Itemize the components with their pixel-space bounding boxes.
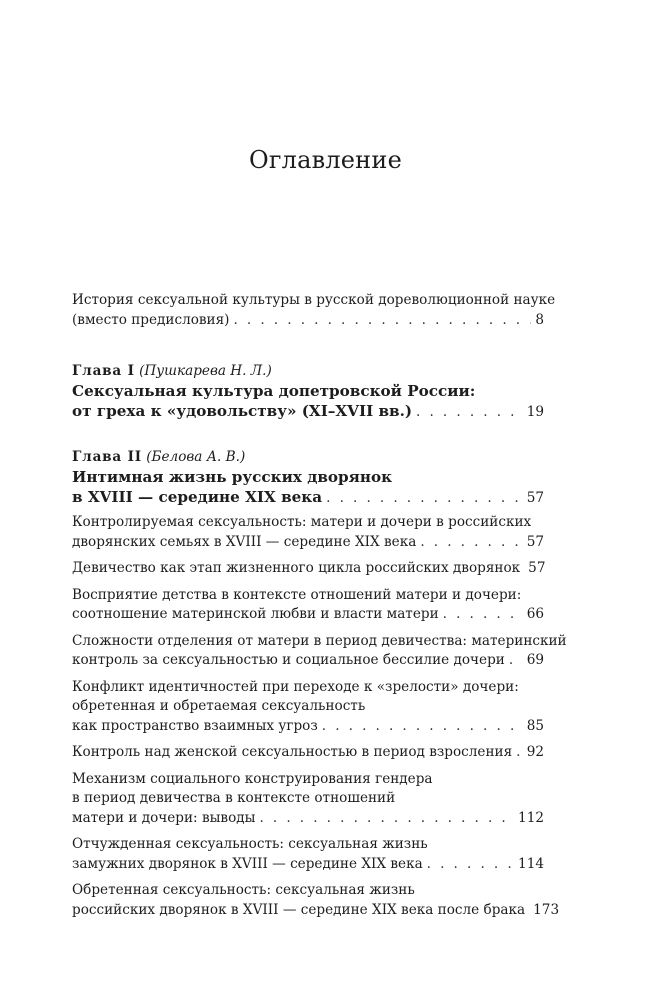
dot-leader	[259, 809, 514, 829]
toc-section[interactable]	[72, 678, 544, 737]
dot-leader	[443, 605, 523, 625]
dot-leader	[427, 855, 514, 875]
entry-line: Контролируемая сексуальность: матери и дочери в российских	[72, 514, 532, 530]
toc-section[interactable]	[72, 835, 544, 874]
page-number: 173	[533, 901, 560, 918]
page-number: 114	[518, 855, 544, 872]
chapter-title-line: Сексуальная культура допетровской России:	[72, 382, 476, 400]
page-number: 19	[526, 404, 544, 420]
page-number: 112	[518, 809, 544, 826]
entry-line: (вместо предисловия)	[72, 311, 230, 328]
entry-line: в период девичества в контексте отношений	[72, 790, 396, 806]
entry-line: Восприятие детства в контексте отношений матери и дочери:	[72, 586, 522, 603]
toc-section[interactable]	[72, 881, 560, 920]
entry-line: дворянских семьях в XVIII — середине XIX века	[72, 533, 417, 550]
entry-line: контроль за сексуальностью и социальное бессилие дочери	[72, 652, 505, 668]
chapter-author: (Белова А. В.)	[146, 449, 246, 465]
page-title: Оглавление	[249, 146, 402, 174]
toc-section[interactable]	[72, 559, 544, 579]
entry-line: Конфликт идентичностей при переходе к «зрелости» дочери:	[72, 678, 519, 695]
page-number: 8	[535, 311, 544, 328]
toc-entry-chapter-1[interactable]	[72, 381, 544, 422]
dot-leader	[233, 311, 531, 331]
entry-line: Сложности отделения от матери в период девичества: материнский	[72, 632, 567, 649]
entry-line: замужних дворянок в XVIII — середине XIX века	[72, 855, 423, 872]
chapter-title-line: Интимная жизнь русских дворянок	[72, 468, 393, 486]
toc-section[interactable]	[72, 586, 544, 625]
toc-entry-chapter-2[interactable]	[72, 467, 544, 508]
table-of-contents	[72, 291, 567, 920]
page-number: 66	[526, 606, 544, 622]
chapter-number: Глава I	[72, 363, 135, 379]
page-number: 57	[526, 533, 544, 550]
toc-section[interactable]	[72, 743, 544, 763]
dot-leader	[516, 743, 523, 763]
chapter-author: (Пушкарева Н. Л.)	[139, 363, 272, 379]
entry-line: обретенная и обретаемая сексуальность	[72, 698, 366, 714]
dot-leader	[322, 717, 523, 737]
chapter-label	[72, 362, 544, 381]
chapter-title-line: в XVIII — середине XIX века	[72, 488, 323, 506]
dot-leader	[509, 651, 523, 671]
page-number: 92	[526, 744, 544, 760]
entry-line: Девичество как этап жизненного цикла российских дворянок	[72, 560, 521, 576]
entry-line: Механизм социального конструирования гендера	[72, 770, 433, 787]
toc-section[interactable]	[72, 632, 567, 671]
entry-line: российских дворянок в XVIII — середине XIX века после брака	[72, 901, 526, 918]
entry-line: матери и дочери: выводы	[72, 809, 256, 826]
page-number: 85	[526, 717, 544, 734]
chapter-label	[72, 448, 544, 467]
toc-section[interactable]	[72, 513, 544, 552]
entry-line: как пространство взаимных угроз	[72, 717, 318, 734]
chapter-title-line: от греха к «удовольству» (XI–XVII вв.)	[72, 402, 413, 420]
toc-entry-intro[interactable]	[72, 291, 556, 330]
page-number: 57	[528, 560, 546, 576]
page-number: 69	[526, 652, 544, 668]
toc-section[interactable]	[72, 770, 544, 829]
page-number: 57	[526, 490, 544, 506]
entry-line: История сексуальной культуры в русской дореволюционной науке	[72, 292, 556, 308]
entry-line: Обретенная сексуальность: сексуальная жизнь	[72, 882, 415, 898]
dot-leader	[420, 533, 522, 553]
chapter-number: Глава II	[72, 449, 142, 465]
entry-line: соотношение материнской любви и власти матери	[72, 606, 439, 622]
entry-line: Контроль над женской сексуальностью в период взросления	[72, 744, 513, 760]
entry-line: Отчужденная сексуальность: сексуальная жизнь	[72, 836, 428, 852]
dot-leader	[326, 488, 523, 508]
dot-leader	[416, 402, 523, 422]
